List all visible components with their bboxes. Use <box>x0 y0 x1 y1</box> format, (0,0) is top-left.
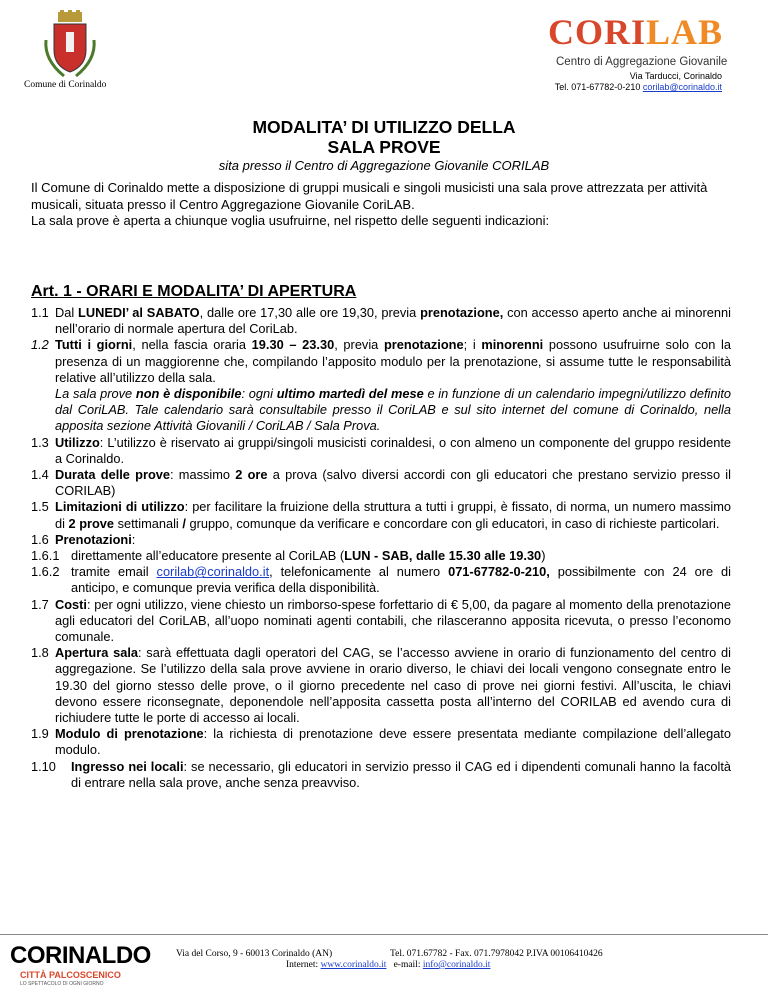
address-street: Via Tarducci, Corinaldo <box>629 71 722 81</box>
item-text: Costi: per ogni utilizzo, viene chiesto un rimborso-spese forfettario di € 5,00, da pagare al momento della prenotazione agli educatori del CoriLAB, all’uopo nominati agenti contabili, che rilasceranno apposita ricevuta, o presso l’economo comunale. <box>55 596 731 645</box>
item-1-5 <box>31 499 731 531</box>
footer-tel: Tel. 071.67782 - Fax. 071.7978042 P.IVA 00106410426 <box>390 949 603 959</box>
address-contact <box>555 82 722 93</box>
logo-subtitle: Centro di Aggregazione Giovanile <box>556 56 728 68</box>
footer-divider <box>0 934 768 935</box>
header-email-link[interactable]: corilab@corinaldo.it <box>642 82 722 92</box>
item-text: Apertura sala: sarà effettuata dagli operatori del CAG, se l’accesso avviene in orario di funzionamento del centro di aggregazione. Se l’utilizzo della sala prove avviene in orario diverso, le chiavi dei locali vengono consegnate entro le 19.30 del giorno stesso delle prove, o il giorno precedente nel caso di prove nei giorni festivi. All’uscita, le chiavi devono essere riconsegnate, deponendole nell’apposita cassetta posta all’interno del CORILAB ed avendo cura di richiudere tutte le porte di accesso ai locali. <box>55 645 731 726</box>
address-tel: Tel. 071-67782-0-210 <box>554 82 643 92</box>
item-number: 1.3 <box>31 434 49 450</box>
item-1-7 <box>31 597 731 646</box>
comune-crest-icon <box>42 10 98 80</box>
item-1-6-1 <box>31 548 731 564</box>
intro-paragraph-2: La sala prove è aperta a chiunque voglia usufruirne, nel rispetto delle seguenti indicazioni: <box>31 213 550 228</box>
item-number: 1.2 <box>31 337 49 353</box>
footer-website-link[interactable]: www.corinaldo.it <box>320 960 387 970</box>
footer-email-link[interactable]: info@corinaldo.it <box>422 960 491 970</box>
footer-logo-sub2: LO SPETTACOLO DI OGNI GIORNO <box>20 981 104 987</box>
corinaldo-footer-logo <box>10 942 151 987</box>
item-1-6 <box>31 532 731 548</box>
item-text: Ingresso nei locali: se necessario, gli educatori in servizio presso il CAG ed i dipendenti comunali hanno la facoltà di entrare nella sala prove, anche senza preavviso. <box>71 758 731 790</box>
item-text: direttamente all’educatore presente al CoriLAB (LUN - SAB, dalle 15.30 alle 19.30) <box>71 548 546 564</box>
corilab-logo <box>548 14 723 50</box>
item-1-8 <box>31 645 731 726</box>
item-1-1 <box>31 305 731 337</box>
page-subtitle: sita presso il Centro di Aggregazione Giovanile CORILAB <box>218 158 550 173</box>
item-number: 1.4 <box>31 467 49 483</box>
item-number: 1.6 <box>31 531 49 547</box>
title-line-1: MODALITA’ DI UTILIZZO DELLA <box>252 117 516 137</box>
footer-logo-sub: CITTÀ PALCOSCENICO <box>20 970 121 980</box>
corilab-email-link[interactable]: corilab@corinaldo.it <box>156 564 270 580</box>
footer-address: Via del Corso, 9 - 60013 Corinaldo (AN) <box>176 949 333 959</box>
logo-cori: CORI <box>548 12 647 52</box>
header-address <box>555 71 722 93</box>
item-number: 1.5 <box>31 499 49 515</box>
item-text: Limitazioni di utilizzo: per facilitare la fruizione della struttura a tutti i gruppi, è fissato, di norma, un numero massimo di 2 prove settimanali / gruppo, comunque da verificare e concordare con gli educatori, in caso di richieste particolari. <box>55 499 731 531</box>
item-number: 1.9 <box>31 726 49 742</box>
item-number: 1.6.2 <box>31 564 60 580</box>
logo-lab: LAB <box>646 12 724 52</box>
item-text: Dal LUNEDI’ al SABATO, dalle ore 17,30 alle ore 19,30, previa prenotazione, con accesso aperto anche ai minorenni nell’orario di normale apertura del CoriLab. <box>55 305 731 337</box>
footer-logo-text: CORINALDO <box>10 942 151 969</box>
item-1-10 <box>31 759 731 791</box>
item-number: 1.10 <box>31 758 56 774</box>
item-number: 1.1 <box>31 305 49 320</box>
item-text: Prenotazioni: <box>55 531 136 547</box>
item-number: 1.6.1 <box>31 548 60 564</box>
item-1-9 <box>31 726 731 758</box>
item-text: Modulo di prenotazione: la richiesta di prenotazione deve essere presentata mediante compilazione dell’allegato modulo. <box>55 726 731 758</box>
item-text: tramite email corilab@corinaldo.it, telefonicamente al numero 071-67782-0-210, possibilmente con 24 ore di anticipo, e comunque previa verifica della disponibilità. <box>71 564 732 596</box>
item-1-4 <box>31 467 731 499</box>
article-1-items <box>31 305 731 791</box>
availability-note: La sala prove non è disponibile: ogni ultimo martedì del mese e in funzione di un calendario impegni/utilizzo definito dal CoriLAB. Tale calendario sarà consultabile presso il CoriLAB e sul sito internet del comune di Corinaldo, nella apposita sezione Attività Giovanili / CoriLAB / Sala Prova. <box>55 386 731 434</box>
item-1-2 <box>31 337 731 386</box>
intro-paragraph-1: Il Comune di Corinaldo mette a disposizione di gruppi musicali e singoli musicisti una sala prove attrezzata per attività musicali, situata presso il Centro Aggregazione Giovanile CoriLAB. <box>31 180 708 212</box>
item-text: Durata delle prove: massimo 2 ore a prova (salvo diversi accordi con gli educatori che prestano servizio presso il CORILAB) <box>55 467 731 499</box>
item-number: 1.7 <box>31 596 49 612</box>
intro-text <box>31 180 731 230</box>
crest-caption: Comune di Corinaldo <box>24 80 107 90</box>
page-title <box>0 117 768 157</box>
item-1-6-2 <box>31 564 731 596</box>
article-1-heading: Art. 1 - ORARI E MODALITA’ DI APERTURA <box>31 283 357 300</box>
title-line-2: SALA PROVE <box>327 137 441 157</box>
item-number: 1.8 <box>31 645 49 661</box>
item-text: Utilizzo: L’utilizzo è riservato ai gruppi/singoli musicisti corinaldesi, o con almeno un componente del gruppo residente a Corinaldo. <box>55 434 731 466</box>
footer-web: Internet: www.corinaldo.it e-mail: info@corinaldo.it <box>286 960 491 970</box>
item-text: Tutti i giorni, nella fascia oraria 19.30 – 23.30, previa prenotazione; i minorenni possono usufruirne solo con la presenza di un maggiorenne che, compilando l’apposito modulo per la prenotazione, si assume tutte le responsabilità relative all’utilizzo della sala. <box>55 337 731 385</box>
item-1-3 <box>31 435 731 467</box>
